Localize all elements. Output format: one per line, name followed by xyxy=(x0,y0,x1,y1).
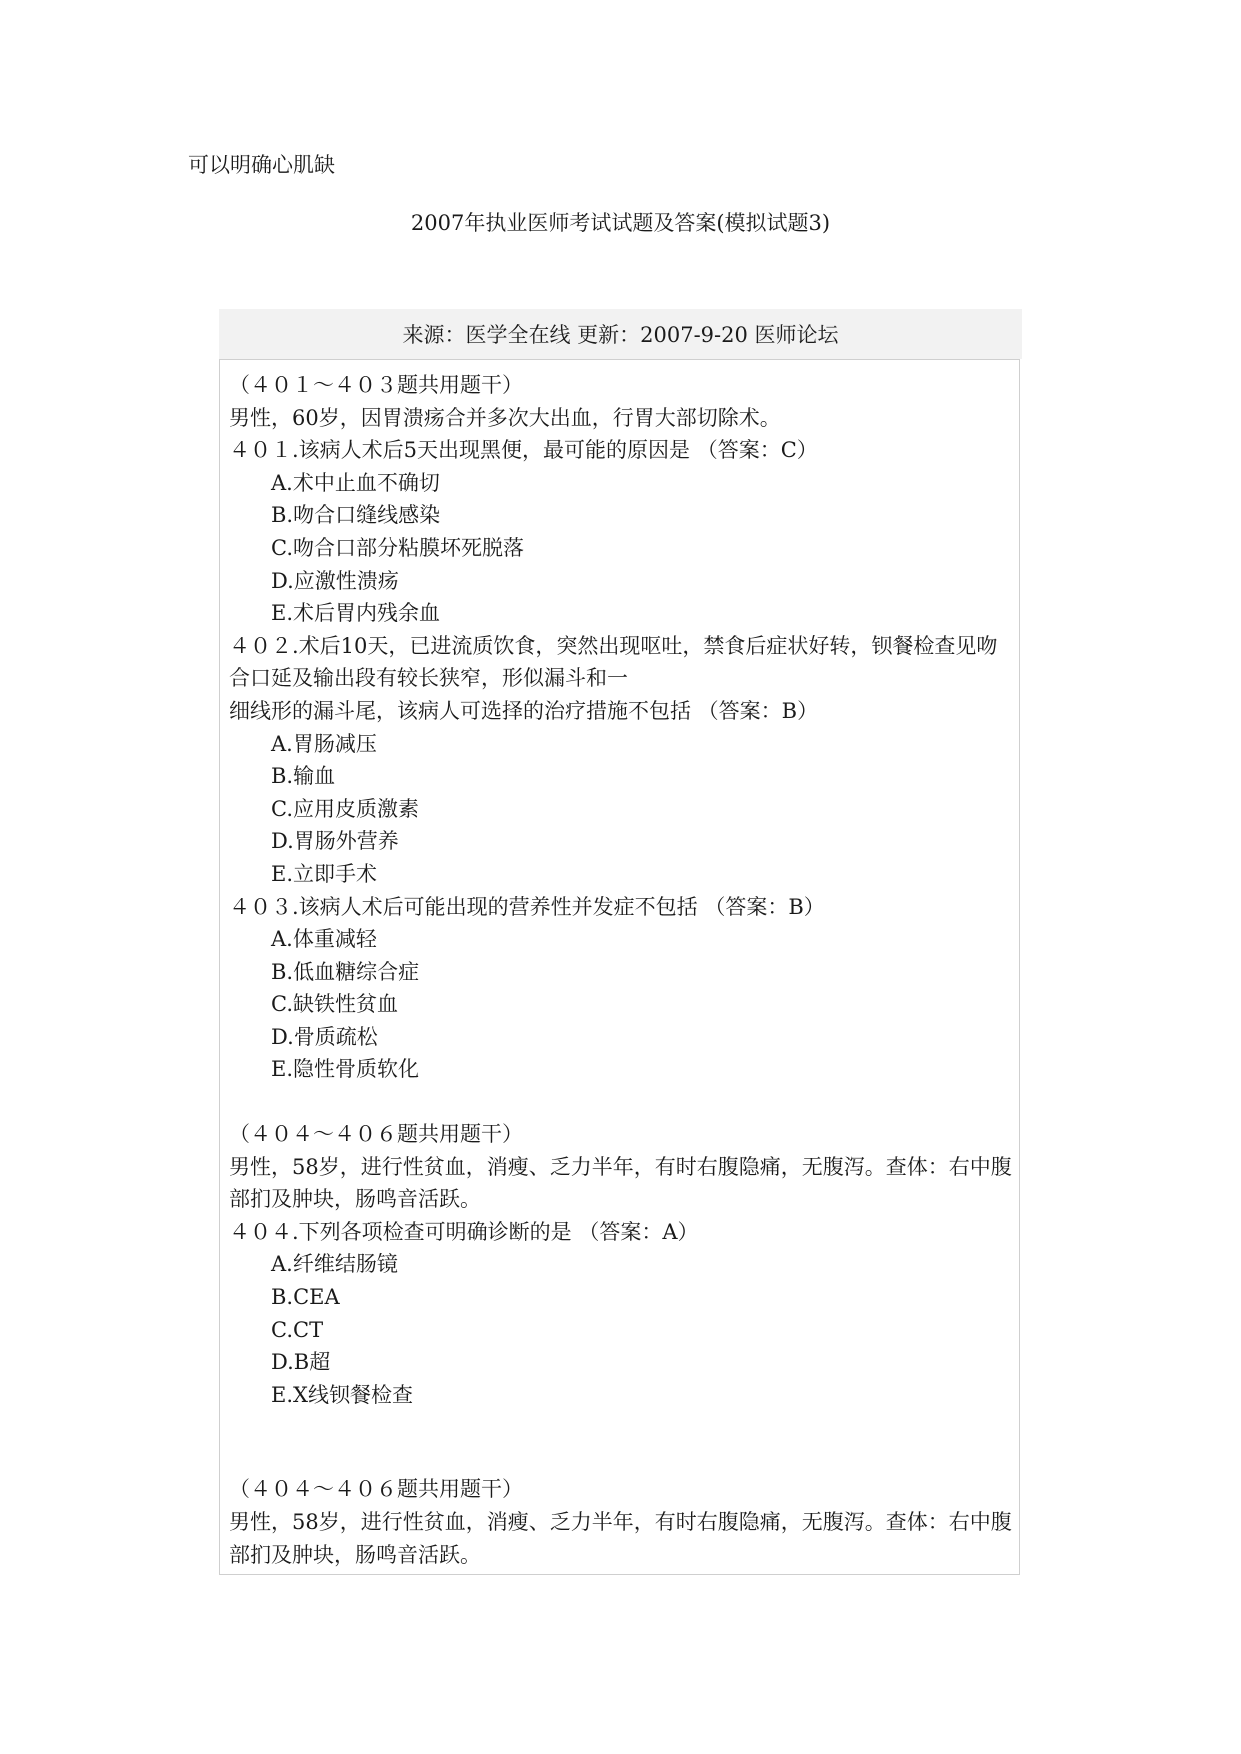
spacer xyxy=(229,1411,1015,1473)
answer-option: D.B超 xyxy=(271,1350,331,1375)
group-heading: （４０１～４０３题共用题干） xyxy=(229,373,523,397)
page-title: 2007年执业医师考试试题及答案(模拟试题3) xyxy=(410,211,831,235)
group-heading: （４０４～４０６题共用题干） xyxy=(229,1122,523,1147)
answer-option: C.缺铁性贫血 xyxy=(271,992,398,1017)
question-text: ４０３.该病人术后可能出现的营养性并发症不包括 （答案：B） xyxy=(229,894,825,919)
group-stem: 男性，60岁，因胃溃疡合并多次大出血，行胃大部切除术。 xyxy=(229,405,781,430)
answer-option: B.输血 xyxy=(271,764,336,789)
answer-option: D.胃肠外营养 xyxy=(271,829,399,854)
answer-option: D.应激性溃疡 xyxy=(271,568,399,593)
question-content xyxy=(229,369,1015,1571)
answer-option: C.吻合口部分粘膜坏死脱落 xyxy=(271,535,524,560)
question-group xyxy=(229,369,1015,1086)
answer-option: D.骨质疏松 xyxy=(271,1024,378,1049)
answer-option: E.X线钡餐检查 xyxy=(271,1382,413,1407)
answer-option: A.纤维结肠镜 xyxy=(271,1252,398,1277)
answer-option: E.术后胃内残余血 xyxy=(271,601,441,626)
answer-option: C.应用皮质激素 xyxy=(271,796,419,821)
source-bar: 来源：医学全在线 更新：2007-9-20 医师论坛 xyxy=(219,309,1022,359)
question-text: ４０１.该病人术后5天出现黑便，最可能的原因是 （答案：C） xyxy=(229,438,818,463)
answer-option: A.术中止血不确切 xyxy=(271,470,440,495)
question-text-continued: 细线形的漏斗尾，该病人可选择的治疗措施不包括 （答案：B） xyxy=(229,698,819,723)
answer-option: A.体重减轻 xyxy=(271,927,377,952)
answer-option: E.隐性骨质软化 xyxy=(271,1057,420,1082)
answer-option: C.CT xyxy=(271,1317,324,1342)
answer-option: B.低血糖综合症 xyxy=(271,959,420,984)
group-heading: （４０４～４０６题共用题干） xyxy=(229,1477,523,1502)
question-text: ４０２.术后10天，已进流质饮食，突然出现呕吐，禁食后症状好转，钡餐检查见吻合口延及输出段有较长狭窄，形似漏斗和一 xyxy=(229,633,998,691)
top-line-text: 可以明确心肌缺 xyxy=(188,153,335,177)
answer-option: B.CEA xyxy=(271,1285,340,1310)
answer-option: A.胃肠减压 xyxy=(271,731,377,756)
spacer xyxy=(229,1086,1015,1118)
question-text: ４０４.下列各项检查可明确诊断的是 （答案：A） xyxy=(229,1219,699,1244)
question-group xyxy=(229,1473,1015,1571)
group-stem: 男性，58岁，进行性贫血，消瘦、乏力半年，有时右腹隐痛，无腹泻。查体：右中腹部扪及肿块，肠鸣音活跃。 xyxy=(229,1154,1012,1212)
group-stem: 男性，58岁，进行性贫血，消瘦、乏力半年，有时右腹隐痛，无腹泻。查体：右中腹部扪及肿块，肠鸣音活跃。 xyxy=(229,1510,1012,1567)
answer-option: E.立即手术 xyxy=(271,861,378,886)
answer-option: B.吻合口缝线感染 xyxy=(271,503,441,528)
question-group xyxy=(229,1118,1015,1411)
